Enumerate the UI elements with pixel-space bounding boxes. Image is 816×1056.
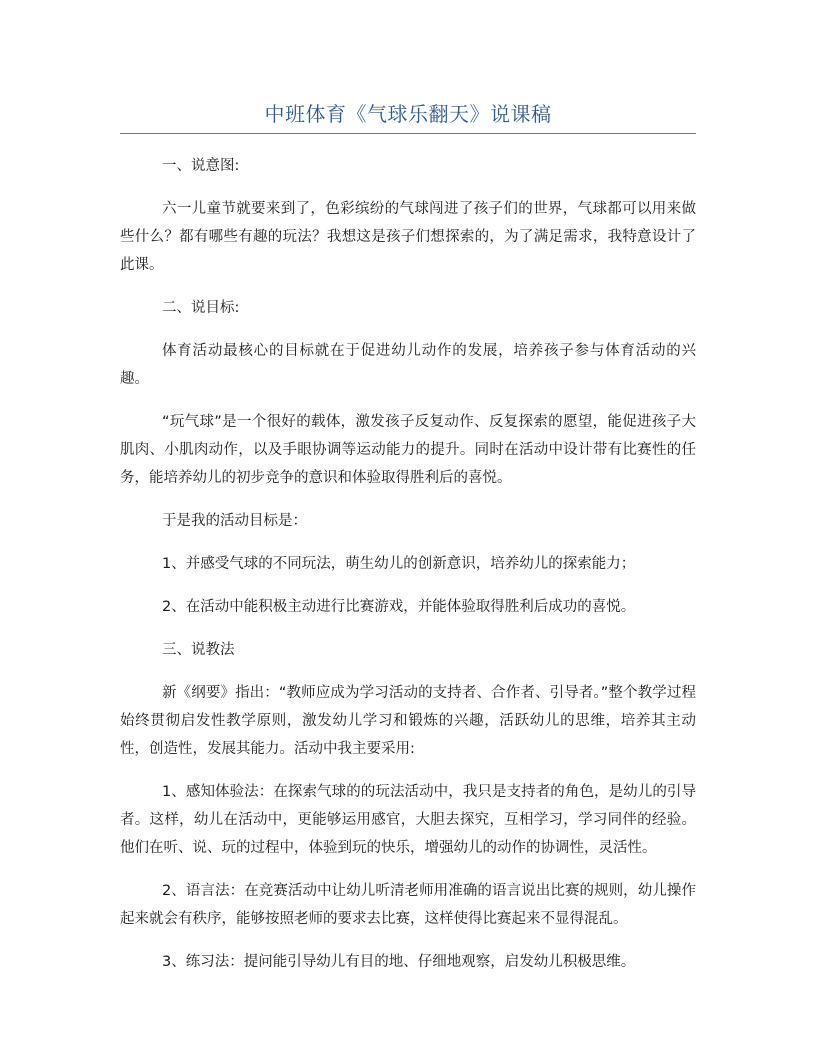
method-item-3: 3、练习法：提问能引导幼儿有目的地、仔细地观察，启发幼儿积极思维。 — [162, 954, 636, 970]
section-heading-goals: 二、说目标: — [162, 300, 240, 316]
document-body — [120, 152, 696, 991]
section-heading-intent: 一、说意图: — [162, 158, 240, 174]
intent-paragraph: 六一儿童节就要来到了，色彩缤纷的气球闯进了孩子们的世界，气球都可以用来做些什么？都有哪些有趣的玩法？我想这是孩子们想探索的，为了满足需求，我特意设计了此课。 — [120, 201, 696, 273]
goals-paragraph-2: “玩气球”是一个很好的载体，激发孩子反复动作、反复探索的愿望，能促进孩子大肌肉、小肌肉动作，以及手眼协调等运动能力的提升。同时在活动中设计带有比赛性的任务，能培养幼儿的初步竞争的意识和体验取得胜利后的喜悦。 — [120, 414, 696, 486]
title-divider — [120, 133, 696, 134]
document-title: 中班体育《气球乐翻天》说课稿 — [264, 102, 552, 126]
methods-paragraph: 新《纲要》指出：“教师应成为学习活动的支持者、合作者、引导者。”整个教学过程始终贯彻启发性教学原则，激发幼儿学习和锻炼的兴趣，活跃幼儿的思维，培养其主动性，创造性，发展其能力。活动中我主要采用: — [120, 685, 696, 757]
section-heading-methods: 三、说教法 — [162, 642, 235, 658]
goals-intro: 于是我的活动目标是： — [162, 513, 307, 529]
goal-item-1: 1、并感受气球的不同玩法，萌生幼儿的创新意识，培养幼儿的探索能力； — [162, 556, 636, 572]
goal-item-2: 2、在活动中能积极主动进行比赛游戏，并能体验取得胜利后成功的喜悦。 — [162, 599, 636, 615]
method-item-2: 2、语言法：在竞赛活动中让幼儿听清老师用准确的语言说出比赛的规则，幼儿操作起来就会有秩序，能够按照老师的要求去比赛，这样使得比赛起来不显得混乱。 — [120, 883, 696, 927]
goals-paragraph-1: 体育活动最核心的目标就在于促进幼儿动作的发展，培养孩子参与体育活动的兴趣。 — [120, 343, 696, 387]
method-item-1: 1、感知体验法：在探索气球的的玩法活动中，我只是支持者的角色，是幼儿的引导者。这样，幼儿在活动中，更能够运用感官，大胆去探究，互相学习，学习同伴的经验。他们在听、说、玩的过程中，体验到玩的快乐，增强幼儿的动作的协调性，灵活性。 — [120, 784, 696, 856]
